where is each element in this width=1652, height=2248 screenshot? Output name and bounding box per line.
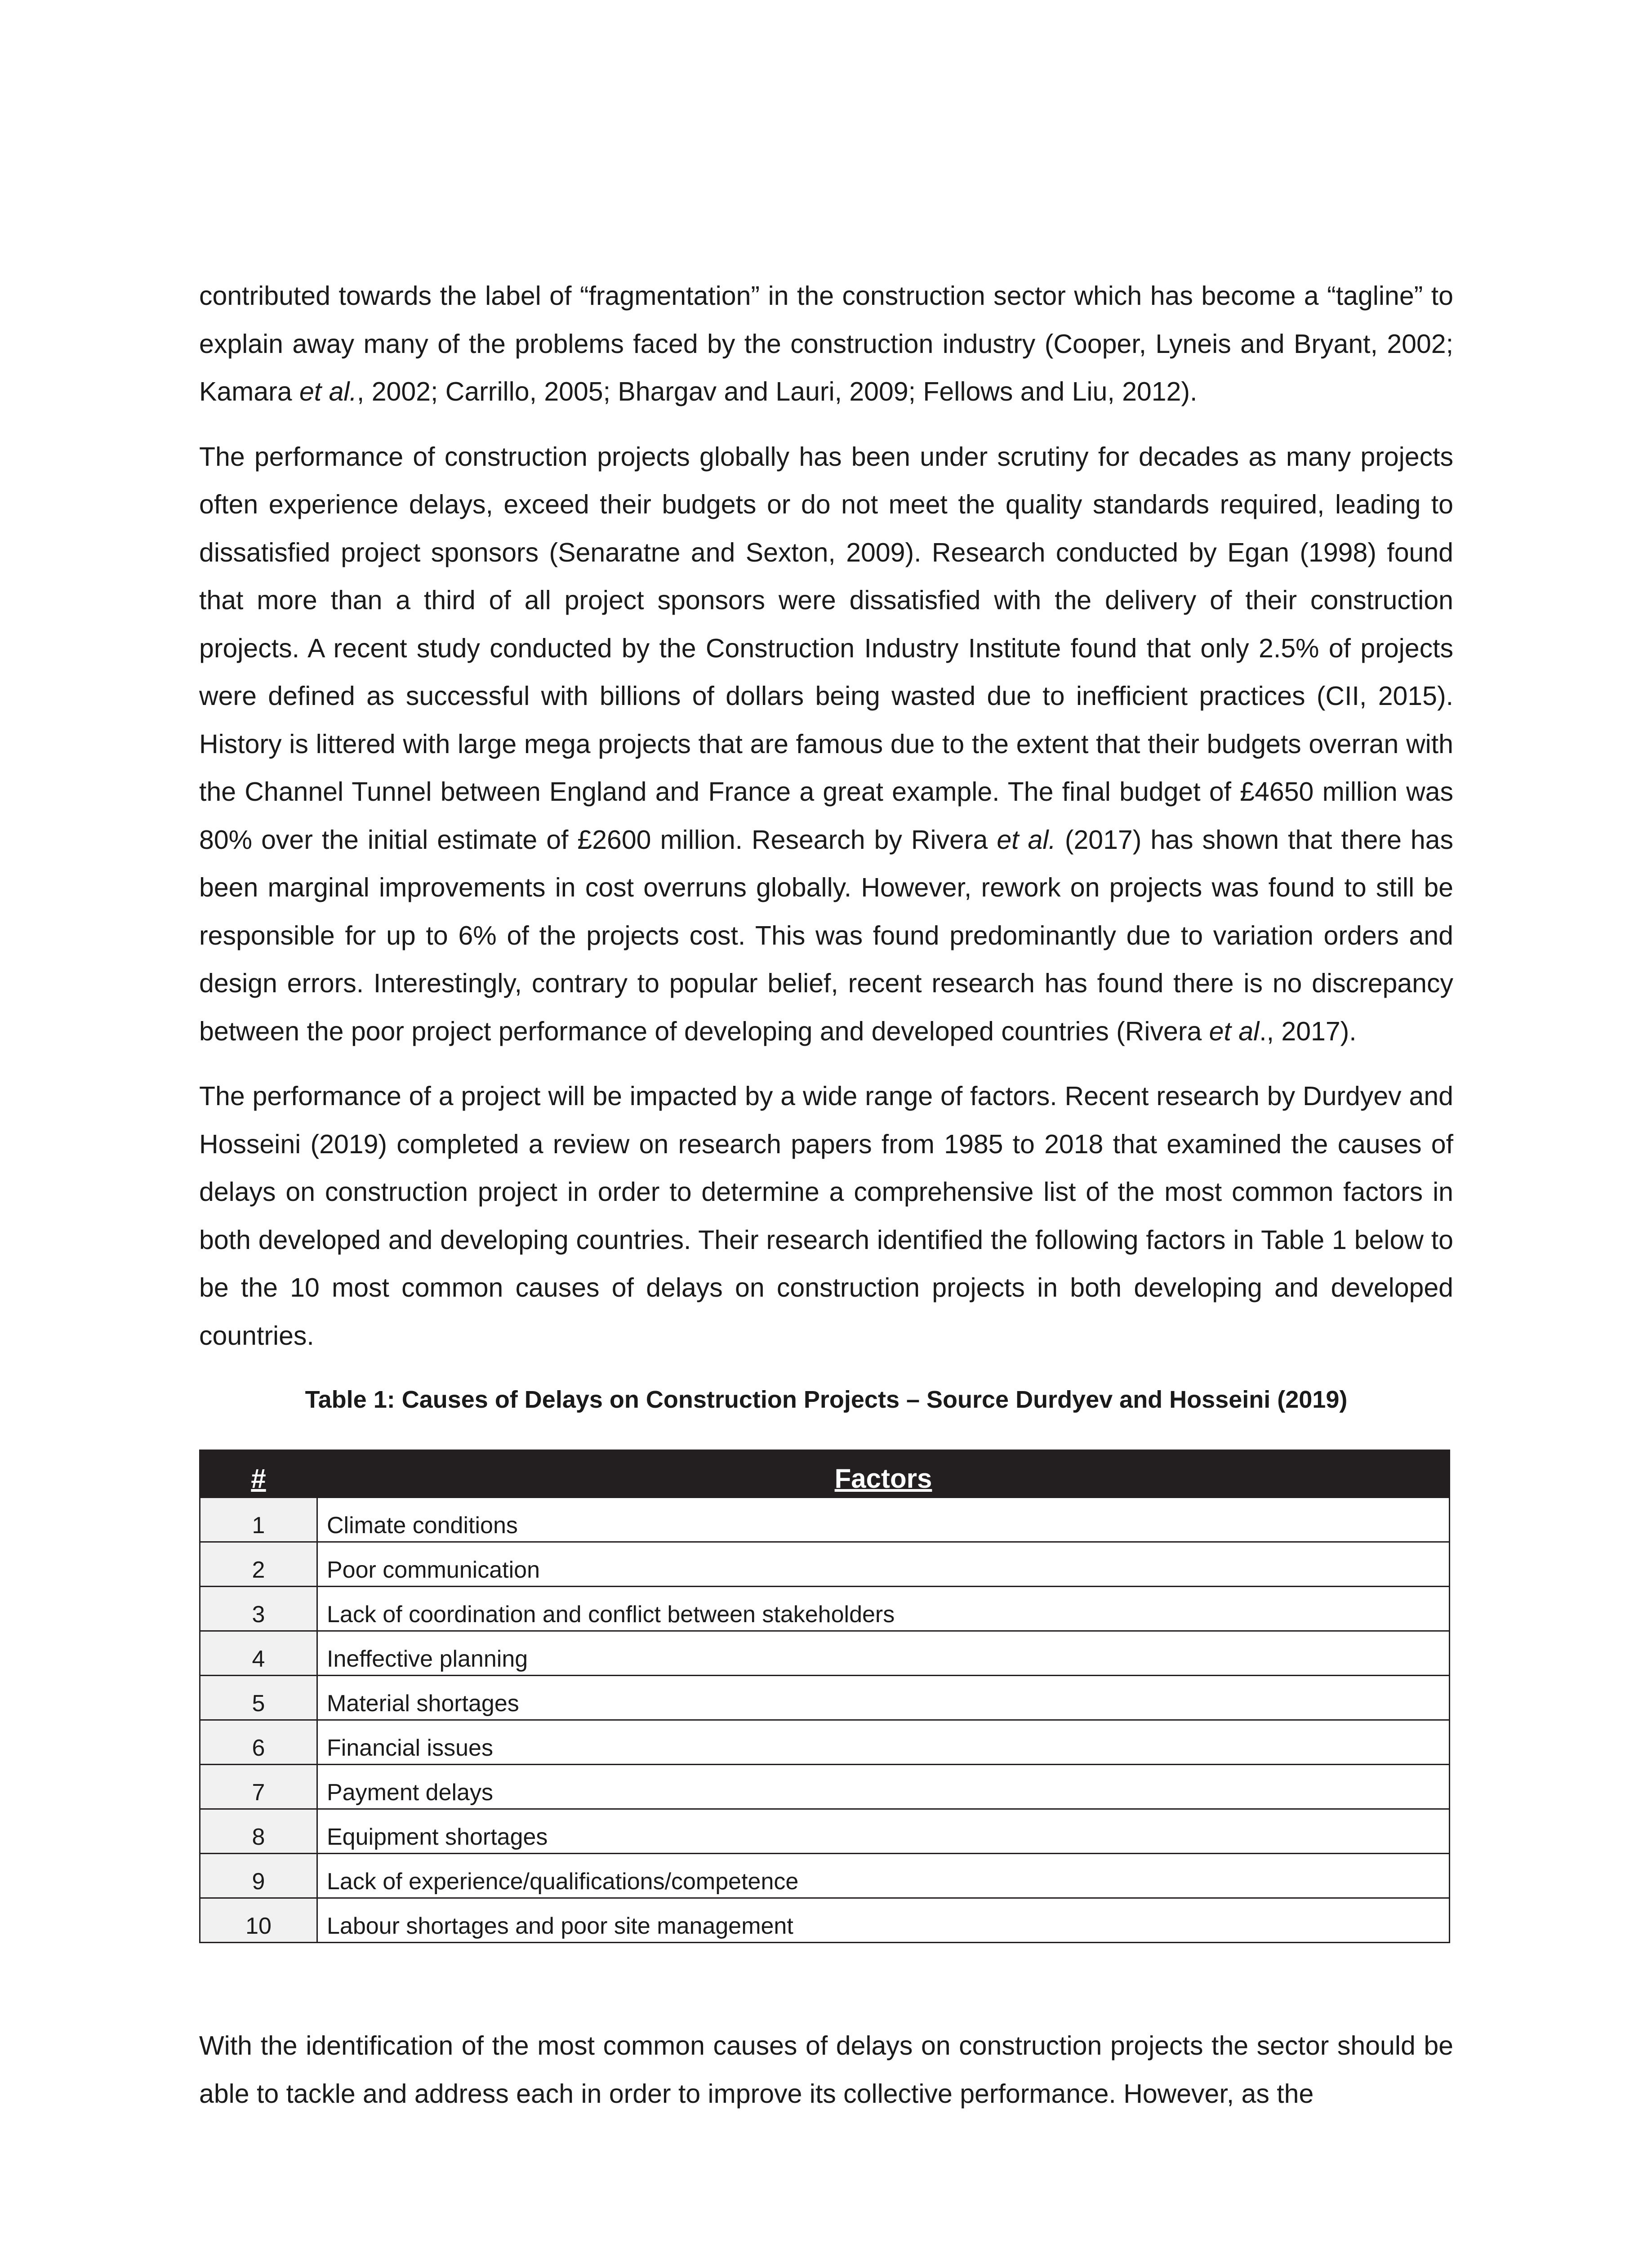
italic-citation: et al. — [299, 377, 357, 406]
table-row — [200, 1854, 1450, 1898]
row-number: 2 — [200, 1542, 317, 1587]
table-row — [200, 1676, 1450, 1720]
paragraph-text: The performance of construction projects globally has been under scrutiny for decades as many projects often experience delays, exceed their budgets or do not meet the quality standards required, leading to dissatisfied project sponsors (Senaratne and Sexton, 2009). Research conducted by Egan (1998) found that more than a third of all project sponsors were dissatisfied with the delivery of their construction projects. A recent study conducted by the Construction Industry Institute found that only 2.5% of projects were defined as successful with billions of dollars being wasted due to inefficient practices (CII, 2015). History is littered with large mega projects that are famous due to the extent that their budgets overran with the Channel Tunnel between England and France a great example. The final budget of £4650 million was 80% over the initial estimate of £2600 million. Research by Rivera — [199, 442, 1453, 855]
table-row — [200, 1498, 1450, 1542]
row-number: 3 — [200, 1587, 317, 1631]
document-page — [199, 272, 1453, 2118]
row-factor: Labour shortages and poor site management — [317, 1898, 1450, 1943]
column-header-number: # — [200, 1450, 317, 1498]
column-header-factors: Factors — [317, 1450, 1450, 1498]
table-row — [200, 1898, 1450, 1943]
paragraph-identification: With the identification of the most common causes of delays on construction projects the sector should be able to tackle and address each in order to improve its collective performance. However, as the — [199, 2031, 1453, 2109]
paragraph-text: , 2002; Carrillo, 2005; Bhargav and Lauri, 2009; Fellows and Liu, 2012). — [356, 377, 1198, 406]
row-number: 9 — [200, 1854, 317, 1898]
italic-citation: et al. — [997, 825, 1056, 855]
paragraph-text: ., 2017). — [1259, 1016, 1357, 1046]
table-row — [200, 1809, 1450, 1854]
row-number: 7 — [200, 1765, 317, 1809]
table-caption: Table 1: Causes of Delays on Construction Projects – Source Durdyev and Hosseini (2019) — [305, 1386, 1348, 1413]
italic-citation: et al — [1209, 1016, 1260, 1046]
paragraph-delay-factors: The performance of a project will be impacted by a wide range of factors. Recent research by Durdyev and Hosseini (2019) completed a review on research papers from 1985 to 2018 that examined the causes of delays on construction project in order to determine a comprehensive list of the most common factors in both developed and developing countries. Their research identified the following factors in Table 1 below to be the 10 most common causes of delays on construction projects in both developing and developed countries. — [199, 1081, 1453, 1351]
table-row — [200, 1542, 1450, 1587]
table-row — [200, 1631, 1450, 1676]
row-factor: Equipment shortages — [317, 1809, 1450, 1854]
row-number: 4 — [200, 1631, 317, 1676]
row-factor: Lack of experience/qualifications/competence — [317, 1854, 1450, 1898]
row-factor: Climate conditions — [317, 1498, 1450, 1542]
row-factor: Lack of coordination and conflict between stakeholders — [317, 1587, 1450, 1631]
row-factor: Poor communication — [317, 1542, 1450, 1587]
paragraph-project-performance — [199, 433, 1453, 1056]
table-header-row — [200, 1450, 1450, 1498]
table-row — [200, 1720, 1450, 1765]
table-row — [200, 1587, 1450, 1631]
paragraph-text: contributed towards the label of “fragmentation” in the construction sector which has become a “tagline” to explain away many of the problems faced by the construction industry (Cooper, Lyneis and Bryant, 2002; Kamara — [199, 281, 1453, 406]
row-factor: Material shortages — [317, 1676, 1450, 1720]
row-factor: Payment delays — [317, 1765, 1450, 1809]
row-number: 1 — [200, 1498, 317, 1542]
delay-causes-table — [199, 1450, 1450, 1943]
row-factor: Ineffective planning — [317, 1631, 1450, 1676]
paragraph-text: (2017) has shown that there has been marginal improvements in cost overruns globally. However, rework on projects was found to still be responsible for up to 6% of the projects cost. This was found predominantly due to variation orders and design errors. Interestingly, contrary to popular belief, recent research has found there is no discrepancy between the poor project performance of developing and developed countries (Rivera — [199, 825, 1453, 1046]
table-row — [200, 1765, 1450, 1809]
row-factor: Financial issues — [317, 1720, 1450, 1765]
row-number: 8 — [200, 1809, 317, 1854]
paragraph-fragmentation — [199, 272, 1453, 416]
row-number: 6 — [200, 1720, 317, 1765]
row-number: 10 — [200, 1898, 317, 1943]
row-number: 5 — [200, 1676, 317, 1720]
